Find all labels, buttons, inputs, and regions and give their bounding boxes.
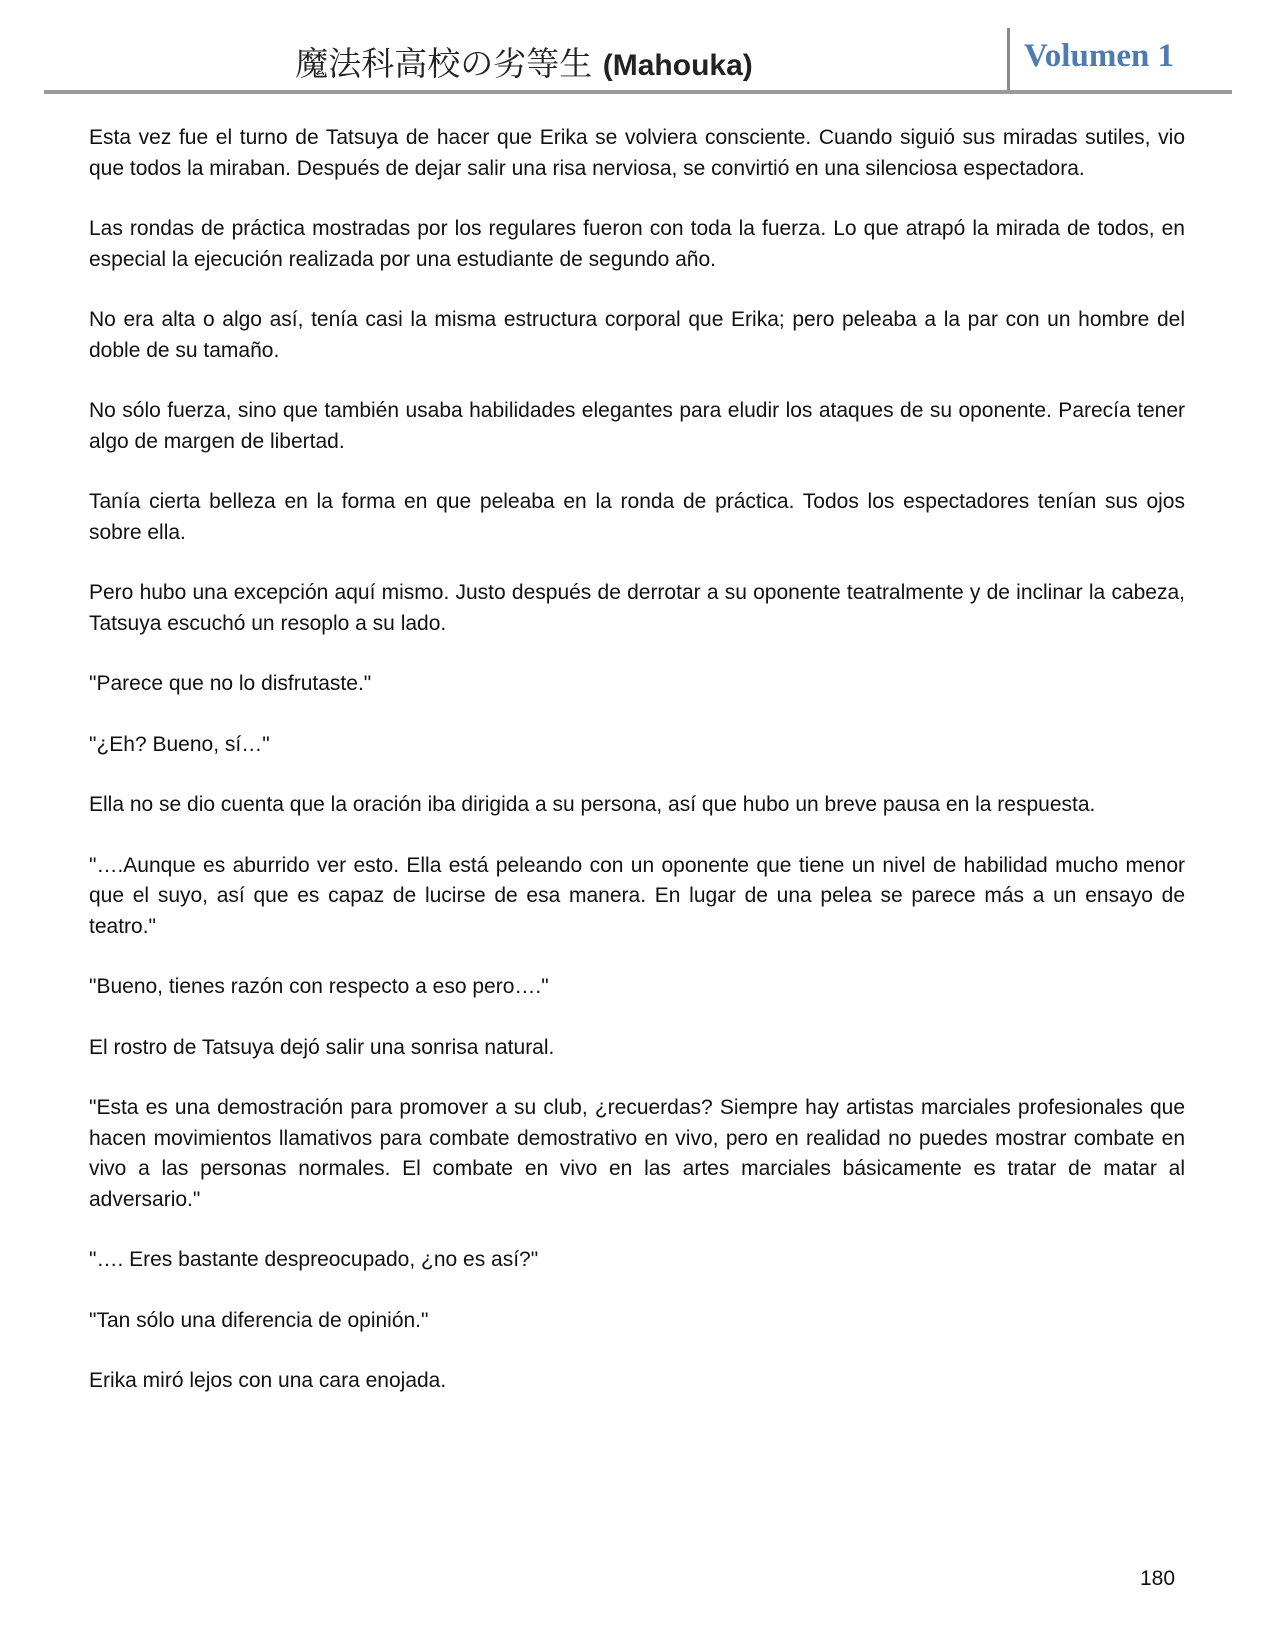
paragraph: Ella no se dio cuenta que la oración iba dirigida a su persona, así que hubo un breve pausa en la respuesta. [89,793,1096,816]
volume-label: Volumen 1 [1024,38,1175,74]
header-rule [44,90,1232,94]
page-header [44,28,1232,94]
paragraph: "…. Eres bastante despreocupado, ¿no es así?" [89,1248,539,1271]
book-title-latin: (Mahouka) [602,49,753,82]
paragraph: Pero hubo una excepción aquí mismo. Justo después de derrotar a su oponente teatralmente y de inclinar la cabeza, Tatsuya escuchó un resoplo a su lado. [89,581,1185,635]
paragraph: Esta vez fue el turno de Tatsuya de hacer que Erika se volviera consciente. Cuando siguió sus miradas sutiles, vio que todos la miraban. Después de dejar salir una risa nerviosa, se convirtió en una silenciosa espectadora. [89,126,1185,180]
paragraph: "Esta es una demostración para promover a su club, ¿recuerdas? Siempre hay artistas marciales profesionales que hacen movimientos llamativos para combate demostrativo en vivo, pero en realidad no puedes mostrar combate en vivo a las personas normales. El combate en vivo en las artes marciales básicamente es tratar de matar al adversario." [89,1096,1185,1211]
paragraph: "¿Eh? Bueno, sí…" [89,732,270,756]
paragraph: "Bueno, tienes razón con respecto a eso pero…." [89,975,549,998]
header-divider [1007,28,1010,90]
paragraph: Erika miró lejos con una cara enojada. [89,1369,447,1392]
book-title [44,38,1004,85]
paragraph: "Tan sólo una diferencia de opinión." [89,1308,429,1332]
book-title-japanese: 魔法科高校の劣等生 [295,44,593,83]
page-body [89,123,1185,1427]
paragraph: No era alta o algo así, tenía casi la misma estructura corporal que Erika; pero peleaba a la par con un hombre del doble de su tamaño. [89,308,1185,362]
paragraph: Las rondas de práctica mostradas por los regulares fueron con toda la fuerza. Lo que atrapó la mirada de todos, en especial la ejecución realizada por una estudiante de segundo año. [89,217,1185,271]
page-number: 180 [1140,1567,1176,1590]
paragraph: "….Aunque es aburrido ver esto. Ella está peleando con un oponente que tiene un nivel de habilidad mucho menor que el suyo, así que es capaz de lucirse de esa manera. En lugar de una pelea se parece más a un ensayo de teatro." [89,853,1185,938]
paragraph: Tanía cierta belleza en la forma en que peleaba en la ronda de práctica. Todos los espectadores tenían sus ojos sobre ella. [89,490,1185,544]
paragraph: "Parece que no lo disfrutaste." [89,672,372,695]
paragraph: No sólo fuerza, sino que también usaba habilidades elegantes para eludir los ataques de su oponente. Parecía tener algo de margen de libertad. [89,399,1185,453]
paragraph: El rostro de Tatsuya dejó salir una sonrisa natural. [89,1035,555,1059]
